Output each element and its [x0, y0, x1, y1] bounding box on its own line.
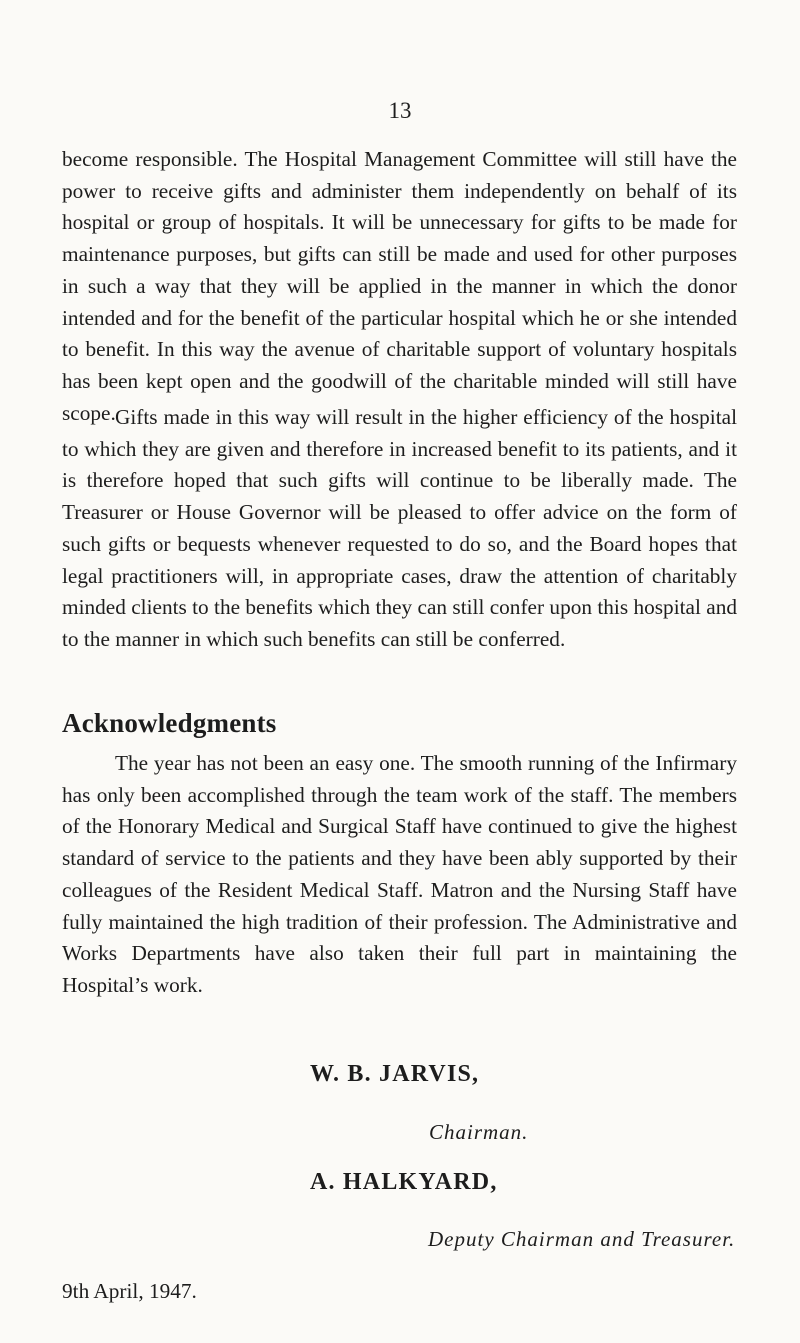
- signature-title-chairman: Chairman.: [429, 1120, 529, 1144]
- paragraph-acknowledgments: The year has not been an easy one. The smooth running of the Infirmary has only been accomplished through the team work of the staff. The members of the Honorary Medical and Surgical Staff have continued to give the highest standard of service to the patients and they have been ably supported by their colleagues of the Resident Medical Staff. Matron and the Nursing Staff have fully maintained the high tradition of their profession. The Administrative and Works Departments have also taken their full part in maintaining the Hospital’s work.: [62, 751, 737, 997]
- paragraph-gifts-continuation: become responsible. The Hospital Management Committee will still have the power to receive gifts and administer them independently on behalf of its hospital or group of hospitals. It will be unnecessary for gifts to be made for maintenance purposes, but gifts can still be made and used for other purposes in such a way that they will be applied in the manner in which the donor intended and for the benefit of the particular hospital which he or she intended to benefit. In this way the avenue of charitable support of voluntary hospitals has been kept open and the goodwill of the charitable minded will still have scope.: [62, 147, 737, 425]
- paragraph-gifts-efficiency: Gifts made in this way will result in the higher efficiency of the hospital to which they are given and therefore in increased benefit to its patients, and it is therefore hoped that such gifts will continue to be liberally made. The Treasurer or House Governor will be pleased to offer advice on the form of such gifts or bequests whenever requested to do so, and the Board hopes that legal practitioners will, in appropriate cases, draw the attention of charitably minded clients to the benefits which they can still confer upon this hospital and to the manner in which such benefits can still be conferred.: [62, 405, 737, 651]
- signature-name-chairman: W. B. JARVIS,: [310, 1061, 480, 1087]
- page-number: 13: [388, 98, 412, 123]
- signature-title-deputy-chairman: Deputy Chairman and Treasurer.: [428, 1227, 736, 1251]
- document-date: 9th April, 1947.: [62, 1279, 197, 1303]
- signature-name-deputy-chairman: A. HALKYARD,: [310, 1169, 498, 1195]
- section-heading-acknowledgments: Acknowledgments: [62, 708, 277, 738]
